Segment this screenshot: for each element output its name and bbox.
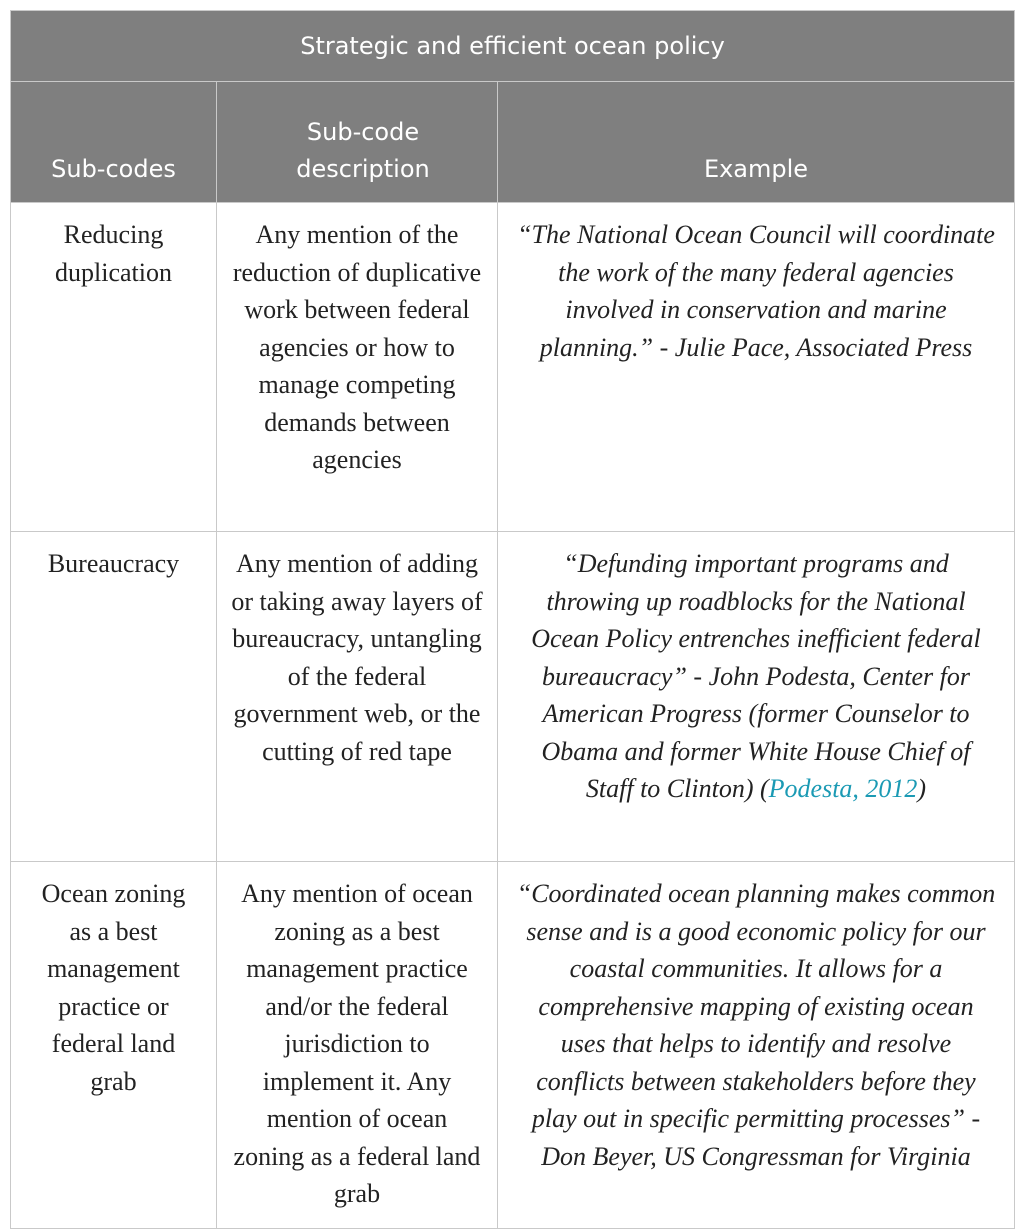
description-cell: Any mention of ocean zoning as a best management practice and/or the federal jurisdiction to implement it. Any mention of ocean zoning as a federal land grab xyxy=(217,862,498,1229)
example-cell: “Coordinated ocean planning makes common sense and is a good economic policy for our coastal communities. It allows for a comprehensive mapping of existing ocean uses that helps to identify and resolve conflicts between stakeholders before they play out in specific permitting processes” - Don Beyer, US Congressman for Virginia xyxy=(498,862,1015,1229)
table-header-row xyxy=(11,82,1015,203)
table-row xyxy=(11,532,1015,862)
citation-close: ) xyxy=(917,774,927,803)
subcode-text: Ocean zoning as a best management practice or federal land grab xyxy=(41,879,186,1096)
policy-table xyxy=(10,10,1015,1229)
example-cell xyxy=(498,532,1015,862)
header-description-text: Sub-code description xyxy=(296,118,430,183)
subcode-cell xyxy=(11,862,217,1229)
citation-open: ( xyxy=(759,774,769,803)
table-title: Strategic and efficient ocean policy xyxy=(11,11,1015,82)
subcode-cell: Bureaucracy xyxy=(11,532,217,862)
header-description xyxy=(217,82,498,203)
table-title-row xyxy=(11,11,1015,82)
table-row xyxy=(11,862,1015,1229)
subcode-cell: Reducing duplication xyxy=(11,203,217,532)
header-example: Example xyxy=(498,82,1015,203)
example-quote: “Defunding important programs and throwing up roadblocks for the National Ocean Policy entrenches inefficient federal bureaucracy” - John Podesta, Center for American Progress (former Counselor to Obama and former White House Chief of Staff to Clinton) xyxy=(531,549,981,803)
citation-link[interactable]: Podesta, 2012 xyxy=(768,774,918,803)
example-cell: “The National Ocean Council will coordinate the work of the many federal agencies involved in conservation and marine planning.” - Julie Pace, Associated Press xyxy=(498,203,1015,532)
table-row xyxy=(11,203,1015,532)
header-subcodes: Sub-codes xyxy=(11,82,217,203)
description-cell: Any mention of the reduction of duplicative work between federal agencies or how to manage competing demands between agencies xyxy=(217,203,498,532)
description-cell: Any mention of adding or taking away layers of bureaucracy, untangling of the federal government web, or the cutting of red tape xyxy=(217,532,498,862)
